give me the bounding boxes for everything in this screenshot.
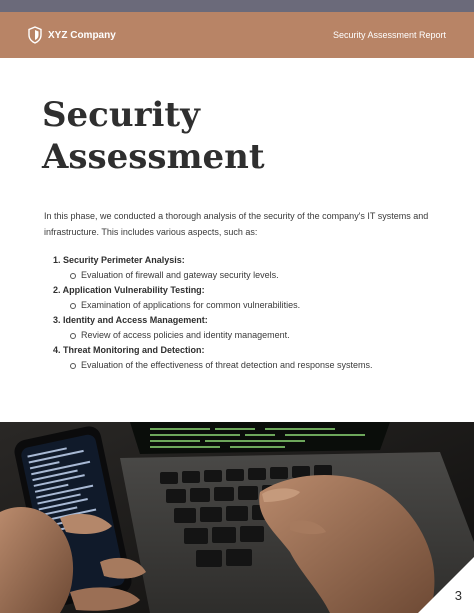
intro-paragraph: In this phase, we conducted a thorough analysis of the security of the company's IT systems and infrastructure. This includes various aspects, such as: — [44, 211, 429, 237]
item-detail: Evaluation of the effectiveness of threat detection and response systems. — [53, 358, 453, 373]
page-header — [0, 12, 474, 58]
laptop-phone-illustration — [0, 422, 474, 613]
item-title: 3. Identity and Access Management: — [53, 315, 208, 325]
report-name: Security Assessment Report — [332, 30, 446, 40]
page-number: 3 — [454, 588, 462, 603]
title-line: Security — [42, 95, 200, 135]
top-accent-line — [0, 0, 474, 12]
item-detail: Examination of applications for common vulnerabilities. — [53, 298, 453, 313]
list-item — [53, 343, 453, 373]
item-title: 4. Threat Monitoring and Detection: — [53, 345, 205, 355]
shield-icon — [28, 26, 42, 44]
list-item — [53, 253, 453, 283]
item-detail: Evaluation of firewall and gateway security levels. — [53, 268, 453, 283]
hero-photo — [0, 422, 474, 613]
item-detail: Review of access policies and identity management. — [53, 328, 453, 343]
list-item — [53, 313, 453, 343]
title-line: Assessment — [42, 137, 265, 177]
page-title — [42, 94, 422, 178]
company-name: XYZ Company — [48, 29, 116, 41]
assessment-list — [53, 253, 453, 373]
item-title: 1. Security Perimeter Analysis: — [53, 255, 185, 265]
item-title: 2. Application Vulnerability Testing: — [53, 285, 205, 295]
list-item — [53, 283, 453, 313]
company-brand — [28, 26, 116, 44]
page-corner — [418, 557, 474, 613]
